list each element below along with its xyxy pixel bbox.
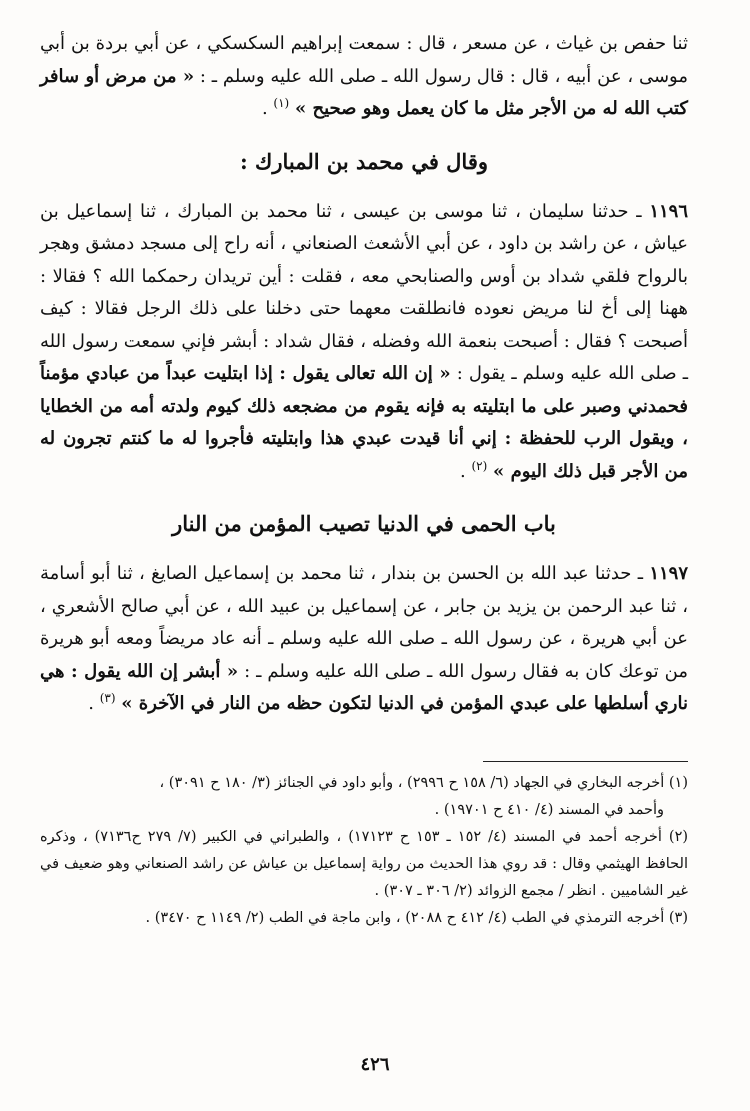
footnote-ref-2: (٢) xyxy=(471,458,488,473)
footnote-divider xyxy=(483,761,688,763)
opening-paragraph: ثنا حفص بن غياث ، عن مسعر ، قال : سمعت إبراهيم السكسكي ، عن أبي بردة بن أبي موسى ، عن أبيه ، قال : قال رسول الله ـ صلى الله عليه وسلم ـ : « من مرض أو سافر كتب الله له من الأجر مثل ما كان يعمل وهو صحيح » $^{(١)}$ . xyxy=(40,33,688,119)
footnote-2: (٢) أخرجه أحمد في المسند (٤/ ١٥٢ ـ ١٥٣ ح ١٧١٢٣) ، والطبراني في الكبير (٧/ ٢٧٩ ح٧١٣٦) ، وذكره الحافظ الهيثمي وقال : قد روي هذا الحديث من رواية إسماعيل بن عياش عن راشد الصنعاني وهو ضعيف في غير الشاميين . انظر / مجمع الزوائد (٢/ ٣٠٦ ـ ٣٠٧) . xyxy=(40,829,689,899)
hadith-number-1197: ١١٩٧ xyxy=(649,563,688,584)
hadith-number-1196: ١١٩٦ xyxy=(649,200,688,222)
footnote-1: (١) أخرجه البخاري في الجهاد (٦/ ١٥٨ ح ٢٩٩٦) ، وأبو داود في الجنائز (٣/ ١٨٠ ح ٣٠٩١) ، وأحمد في المسند (٤/ ٤١٠ ح ١٩٧٠١) . xyxy=(159,775,688,818)
opening-hadith-text: « من مرض أو سافر كتب الله له من الأجر مثل ما كان يعمل وهو صحيح » xyxy=(40,65,688,119)
hadith-1196: ١١٩٦ ـ حدثنا سليمان ، ثنا موسى بن عيسى ، ثنا محمد بن المبارك ، ثنا إسماعيل بن عياش ، عن راشد بن داود ، عن أبي الأشعث الصنعاني ، أنه راح إلى مسجد دمشق وهجر بالرواح فلقي شداد بن أوس والصنابحي معه ، فقلت : أين تريدان رحمكما الله ؟ فقالا : ههنا إلى أخ لنا مريض نعوده فانطلقت معهما حتى دخلنا على ذلك الرجل فقالا : كيف أصبحت ؟ فقال : أصبحت بنعمة الله وفضله ، فقال شداد : أبشر فإني سمعت رسول الله ـ صلى الله عليه وسلم ـ يقول : « إن الله تعالى يقول : إذا ابتليت عبداً من عبادي مؤمناً فحمدني وصبر على ما ابتليته به فإنه يقوم من مضجعه ذلك كيوم ولدته أمه من الخطايا ، ويقول الرب للحفظة : إني أنا قيدت عبدي هذا وابتليته فأجروا له ما كنتم تجرون له من الأجر قبل ذلك اليوم » $^{(٢)}$ . xyxy=(40,200,688,482)
hadith-1197: ١١٩٧ ـ حدثنا عبد الله بن الحسن بن بندار ، ثنا محمد بن إسماعيل الصايغ ، ثنا أبو أسامة ، ثنا عبد الرحمن بن يزيد بن جابر ، عن إسماعيل بن عبيد الله ، عن أبي صالح الأشعري ، عن أبي هريرة ، عن رسول الله ـ صلى الله عليه وسلم ـ أنه عاد مريضاً ومعه أبو هريرة من توعك كان به فقال رسول الله ـ صلى الله عليه وسلم ـ : « أبشر إن الله يقول : هي ناري أسلطها على عبدي المؤمن في الدنيا لتكون حظه من النار في الآخرة » $^{(٣)}$ . xyxy=(40,563,688,714)
hadith-1197-text: « أبشر إن الله يقول : هي ناري أسلطها على عبدي المؤمن في الدنيا لتكون حظه من النار في الآخرة » xyxy=(40,660,688,714)
hadith-1196-isnad: ـ حدثنا سليمان ، ثنا موسى بن عيسى ، ثنا محمد بن المبارك ، ثنا إسماعيل بن عياش ، عن راشد بن داود ، عن أبي الأشعث الصنعاني ، أنه راح إلى مسجد دمشق وهجر بالرواح فلقي شداد بن أوس والصنابحي معه ، فقلت : أين تريدان رحمكما الله ؟ فقالا : ههنا إلى أخ لنا مريض نعوده فانطلقت معهما حتى دخلنا على ذلك الرجل فقالا : كيف أصبحت ؟ فقال : أصبحت بنعمة الله وفضله ، فقال شداد : أبشر فإني سمعت رسول الله ـ صلى الله عليه وسلم ـ يقول : xyxy=(40,200,688,384)
page-number: ٤٢٦ xyxy=(360,1054,390,1075)
footnote-3: (٣) أخرجه الترمذي في الطب (٤/ ٤١٢ ح ٢٠٨٨) ، وابن ماجة في الطب (٢/ ١١٤٩ ح ٣٤٧٠) . xyxy=(145,910,688,926)
footnote-ref-3: (٣) xyxy=(99,691,116,705)
opening-isnad: ثنا حفص بن غياث ، عن مسعر ، قال : سمعت إبراهيم السكسكي ، عن أبي بردة بن أبي موسى ، عن أبيه ، قال : قال رسول الله ـ صلى الله عليه وسلم ـ : xyxy=(40,33,688,87)
footnotes xyxy=(40,770,688,932)
footnote-ref-1: (١) xyxy=(273,96,290,110)
section-heading-muhammad-ibn-al-mubarak: وقال في محمد بن المبارك : xyxy=(239,148,489,174)
hadith-1196-text: « إن الله تعالى يقول : إذا ابتليت عبداً من عبادي مؤمناً فحمدني وصبر على ما ابتليته به فإنه يقوم من مضجعه ذلك كيوم ولدته أمه من الخطايا ، ويقول الرب للحفظة : إني أنا قيدت عبدي هذا وابتليته فأجروا له ما كنتم تجرون له من الأجر قبل ذلك اليوم » xyxy=(40,363,688,482)
hadith-1197-isnad: ـ حدثنا عبد الله بن الحسن بن بندار ، ثنا محمد بن إسماعيل الصايغ ، ثنا أبو أسامة ، ثنا عبد الرحمن بن يزيد بن جابر ، عن إسماعيل بن عبيد الله ، عن أبي صالح الأشعري ، عن أبي هريرة ، عن رسول الله ـ صلى الله عليه وسلم ـ أنه عاد مريضاً ومعه أبو هريرة من توعك كان به فقال رسول الله ـ صلى الله عليه وسلم ـ : xyxy=(40,563,688,682)
chapter-heading-fever: باب الحمى في الدنيا تصيب المؤمن من النار xyxy=(172,511,556,536)
